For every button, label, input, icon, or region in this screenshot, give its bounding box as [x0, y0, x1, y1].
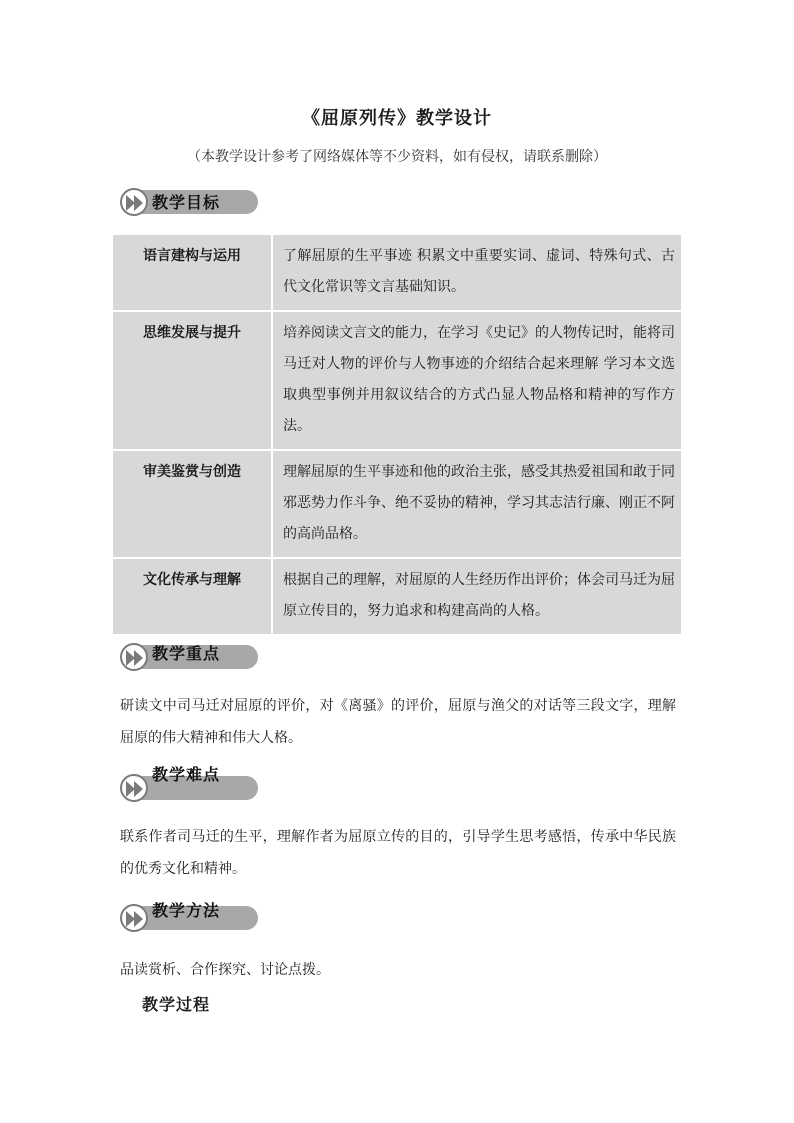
goal-description: 理解屈原的生平事迹和他的政治主张，感受其热爱祖国和敢于同邪恶势力作斗争、绝不妥协的精神，学习其志洁行廉、刚正不阿的高尚品格。 [272, 450, 681, 558]
section-heading: 教学难点 [152, 765, 221, 784]
section-header-difficulties [120, 765, 258, 800]
table-row [113, 558, 681, 634]
goal-description: 根据自己的理解，对屈原的人生经历作出评价；体会司马迁为屈原立传目的，努力追求和构建高尚的人格。 [272, 558, 681, 634]
key-points-text: 研读文中司马迁对屈原的评价，对《离骚》的评价，屈原与渔父的对话等三段文字，理解屈原的伟大精神和伟大人格。 [120, 698, 676, 746]
section-header-key-points [120, 643, 258, 669]
difficulties-text: 联系作者司马迁的生平，理解作者为屈原立传的目的，引导学生思考感悟，传承中华民族的优秀文化和精神。 [120, 829, 676, 877]
page-subtitle: （本教学设计参考了网络媒体等不少资料，如有侵权，请联系删除） [187, 149, 607, 165]
table-row [113, 235, 681, 311]
double-chevron-right-icon [120, 643, 148, 671]
section-heading: 教学目标 [152, 193, 221, 212]
goal-description: 了解屈原的生平事迹 积累文中重要实词、虚词、特殊句式、古代文化常识等文言基础知识。 [272, 235, 681, 311]
process-heading: 教学过程 [142, 995, 211, 1014]
section-header-methods [120, 901, 258, 930]
goal-category: 语言建构与运用 [113, 235, 272, 311]
goal-category: 思维发展与提升 [113, 311, 272, 450]
teaching-goals-table [113, 235, 681, 634]
goal-category: 审美鉴赏与创造 [113, 450, 272, 558]
table-row [113, 450, 681, 558]
goal-description: 培养阅读文言文的能力，在学习《史记》的人物传记时，能将司马迁对人物的评价与人物事迹的介绍结合起来理解 学习本文选取典型事例并用叙议结合的方式凸显人物品格和精神的写作方法。 [272, 311, 681, 450]
section-header-goals [120, 188, 258, 214]
page-title: 《屈原列传》教学设计 [302, 108, 492, 129]
section-heading: 教学重点 [152, 644, 221, 663]
table-row [113, 311, 681, 450]
double-chevron-right-icon [120, 188, 148, 216]
section-heading: 教学方法 [152, 901, 221, 920]
double-chevron-right-icon [120, 904, 148, 932]
goal-category: 文化传承与理解 [113, 558, 272, 634]
methods-text: 品读赏析、合作探究、讨论点拨。 [120, 962, 330, 978]
double-chevron-right-icon [120, 774, 148, 802]
